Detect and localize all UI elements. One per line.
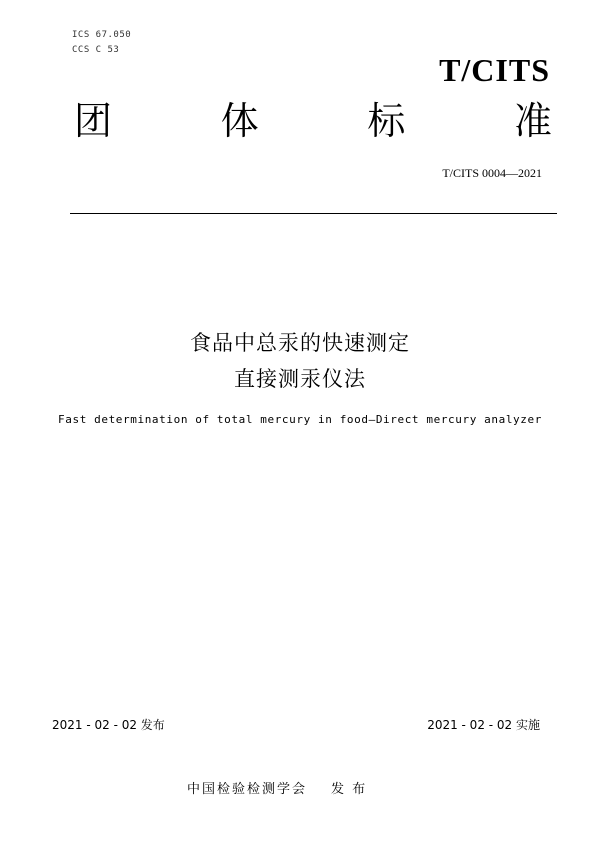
title-char-4: 准: [513, 99, 552, 143]
chinese-title-line-2: 直接测汞仪法: [234, 367, 366, 391]
publisher-line: [187, 778, 367, 797]
title-char-1: 团: [74, 99, 113, 143]
chinese-title-line-1: 食品中总汞的快速测定: [190, 331, 410, 355]
ccs-code: CCS C 53: [72, 45, 120, 55]
publisher-name: 中国检验检测学会: [187, 782, 308, 797]
publisher-action: 发 布: [331, 782, 368, 797]
header-divider: [70, 213, 557, 214]
english-title: Fast determination of total mercury in food—Direct mercury analyzer: [58, 413, 542, 426]
title-char-3: 标: [367, 99, 406, 143]
publish-date: 2021 - 02 - 02 发布: [52, 718, 165, 732]
document-type-title: [74, 98, 552, 144]
title-char-2: 体: [220, 99, 259, 143]
standard-code-mark: T/CITS: [439, 52, 550, 88]
ics-code: ICS 67.050: [72, 30, 132, 40]
implement-date: 2021 - 02 - 02 实施: [427, 718, 540, 732]
standard-number: T/CITS 0004—2021: [442, 166, 542, 180]
